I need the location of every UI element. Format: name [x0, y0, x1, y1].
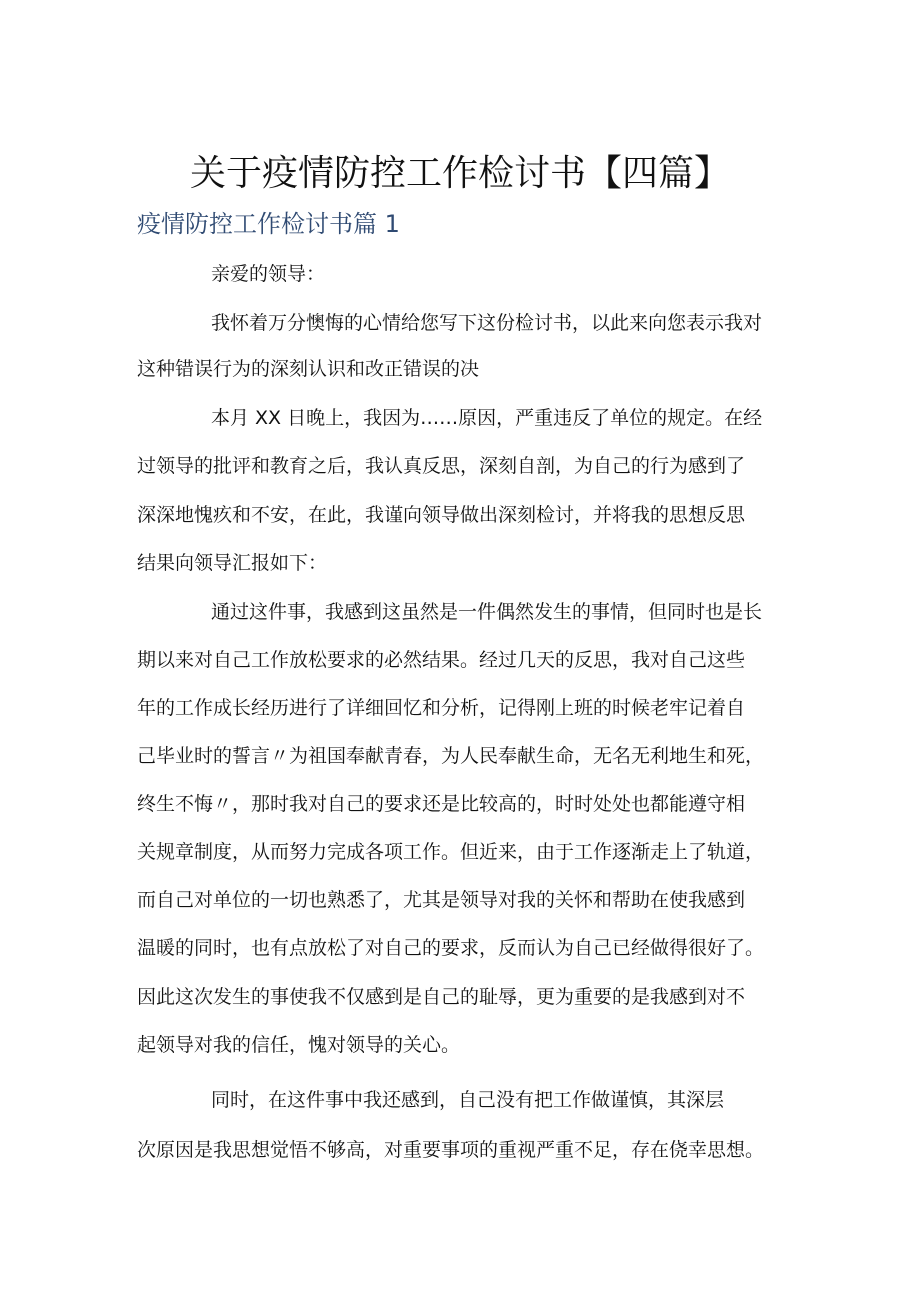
paragraph-3-line-6: 关规章制度，从而努力完成各项工作。但近来，由于工作逐渐走上了轨道， — [137, 841, 765, 863]
paragraph-3-line-4: 己毕业时的誓言〃为祖国奉献青春，为人民奉献生命，无名无利地生和死， — [137, 745, 765, 767]
paragraph-3-line-2: 期以来对自己工作放松要求的必然结果。经过几天的反思，我对自己这些 — [137, 649, 746, 671]
paragraph-2-line-2: 过领导的批评和教育之后，我认真反思，深刻自剖，为自己的行为感到了 — [137, 455, 746, 477]
salutation: 亲爱的领导： — [211, 263, 326, 285]
paragraph-1-line-2: 这种错误行为的深刻认识和改正错误的决 — [137, 358, 480, 380]
paragraph-2-line-3: 深深地愧疚和不安，在此，我谨向领导做出深刻检讨，并将我的思想反思 — [137, 504, 746, 526]
paragraph-3-line-3: 年的工作成长经历进行了详细回忆和分析，记得刚上班的时候老牢记着自 — [137, 697, 746, 719]
paragraph-4-line-2: 次原因是我思想觉悟不够高，对重要事项的重视严重不足，存在侥幸思想。 — [137, 1139, 765, 1161]
paragraph-2-line-1: 本月 XX 日晚上，我因为……原因，严重违反了单位的规定。在经 — [211, 407, 763, 429]
paragraph-3-line-1: 通过这件事，我感到这虽然是一件偶然发生的事情，但同时也是长 — [211, 601, 763, 623]
paragraph-3-line-7: 而自己对单位的一切也熟悉了，尤其是领导对我的关怀和帮助在使我感到 — [137, 889, 746, 911]
document-title: 关于疫情防控工作检讨书【四篇】 — [189, 153, 730, 194]
paragraph-3-line-8: 温暖的同时，也有点放松了对自己的要求，反而认为自己已经做得很好了。 — [137, 937, 765, 959]
paragraph-2-line-4: 结果向领导汇报如下： — [137, 552, 328, 574]
paragraph-3-line-10: 起领导对我的信任，愧对领导的关心。 — [137, 1034, 461, 1056]
paragraph-3-line-9: 因此这次发生的事使我不仅感到是自己的耻辱，更为重要的是我感到对不 — [137, 986, 746, 1008]
paragraph-3-line-5: 终生不悔〃，那时我对自己的要求还是比较高的，时时处处也都能遵守相 — [137, 793, 746, 815]
section-heading: 疫情防控工作检讨书篇 1 — [137, 210, 400, 238]
paragraph-1-line-1: 我怀着万分懊悔的心情给您写下这份检讨书，以此来向您表示我对 — [211, 312, 763, 334]
paragraph-4-line-1: 同时，在这件事中我还感到，自己没有把工作做谨慎，其深层 — [211, 1089, 725, 1111]
